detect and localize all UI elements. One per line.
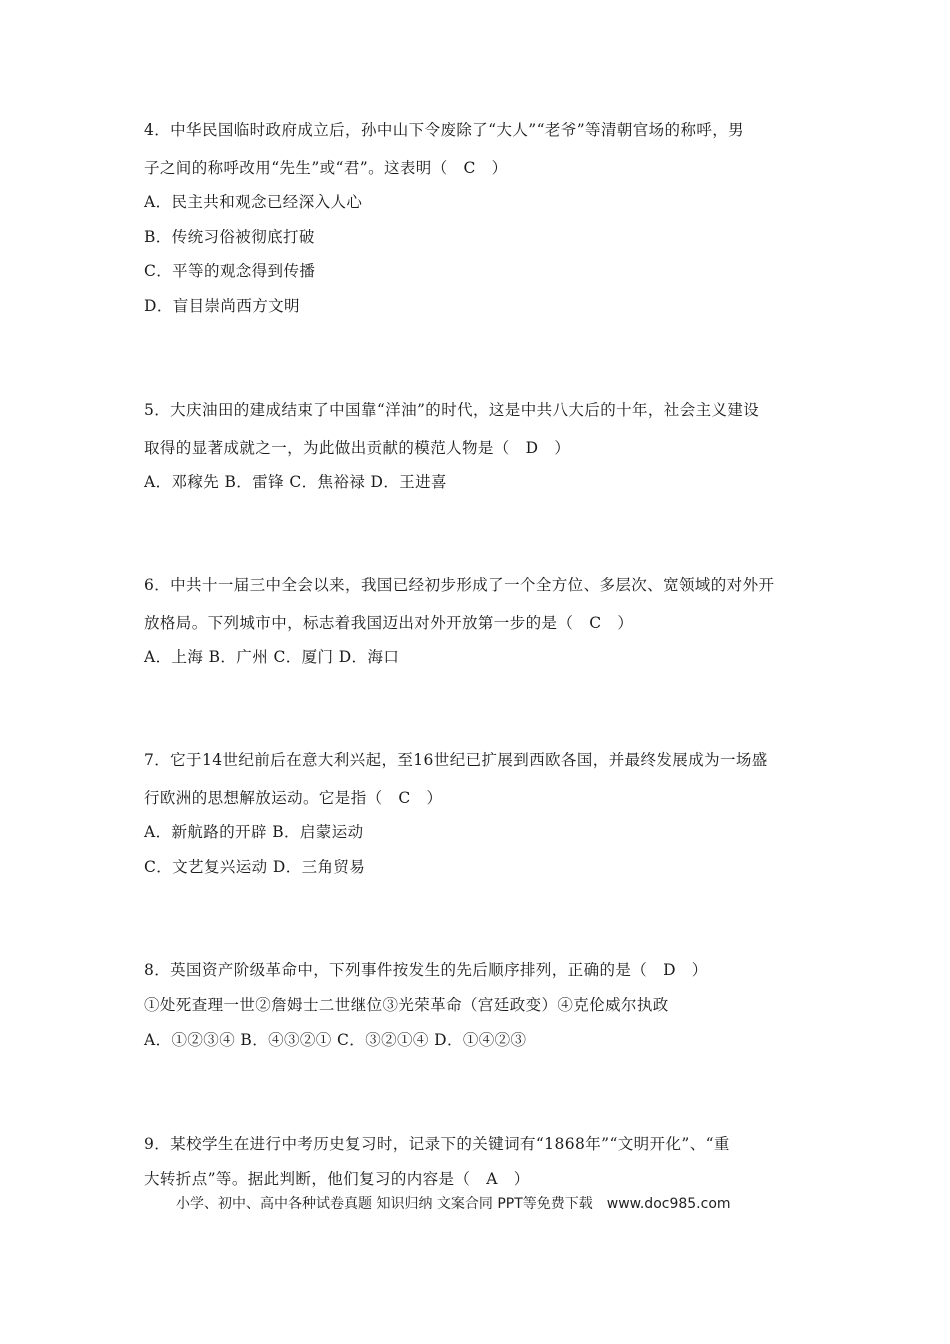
option-line: C．文艺复兴运动 D．三角贸易 — [144, 858, 366, 876]
option-line: C．平等的观念得到传播 — [144, 262, 316, 280]
question-stem-line: 取得的显著成就之一，为此做出贡献的模范人物是（ D ） — [144, 439, 571, 457]
question-stem-line: 8．英国资产阶级革命中，下列事件按发生的先后顺序排列，正确的是（ D ） — [144, 961, 708, 979]
option-line: A．上海 B．广州 C．厦门 D．海口 — [144, 648, 400, 666]
question-stem-line: 5．大庆油田的建成结束了中国靠“洋油”的时代，这是中共八大后的十年，社会主义建设 — [144, 401, 760, 419]
question-stem-line: 行欧洲的思想解放运动。它是指（ C ） — [144, 789, 443, 807]
option-line: A．①②③④ B．④③②① C．③②①④ D．①④②③ — [144, 1031, 527, 1049]
question-stem-line: 4．中华民国临时政府成立后，孙中山下令废除了“大人”“老爷”等清朝官场的称呼，男 — [144, 121, 745, 139]
option-line: A．邓稼先 B．雷锋 C．焦裕禄 D．王进喜 — [144, 473, 447, 491]
footer-promo-text: 小学、初中、高中各种试卷真题 知识归纳 文案合同 PPT等免费下载 www.doc985.com — [176, 1196, 731, 1212]
option-line: B．传统习俗被彻底打破 — [144, 228, 315, 246]
question-stem-line: 大转折点”等。据此判断，他们复习的内容是（ A ） — [144, 1170, 530, 1188]
question-stem-line: 6．中共十一届三中全会以来，我国已经初步形成了一个全方位、多层次、宽领域的对外开 — [144, 576, 775, 594]
question-stem-line: ①处死查理一世②詹姆士二世继位③光荣革命（宫廷政变）④克伦威尔执政 — [144, 996, 669, 1014]
question-stem-line: 7．它于14世纪前后在意大利兴起，至16世纪已扩展到西欧各国，并最终发展成为一场盛 — [144, 751, 768, 769]
question-stem-line: 子之间的称呼改用“先生”或“君”。这表明（ C ） — [144, 159, 508, 177]
question-stem-line: 9．某校学生在进行中考历史复习时，记录下的关键词有“1868年”“文明开化”、“重 — [144, 1135, 730, 1153]
option-line: D．盲目崇尚西方文明 — [144, 297, 300, 315]
option-line: A．新航路的开辟 B．启蒙运动 — [144, 823, 364, 841]
option-line: A．民主共和观念已经深入人心 — [144, 193, 363, 211]
question-stem-line: 放格局。下列城市中，标志着我国迈出对外开放第一步的是（ C ） — [144, 614, 634, 632]
